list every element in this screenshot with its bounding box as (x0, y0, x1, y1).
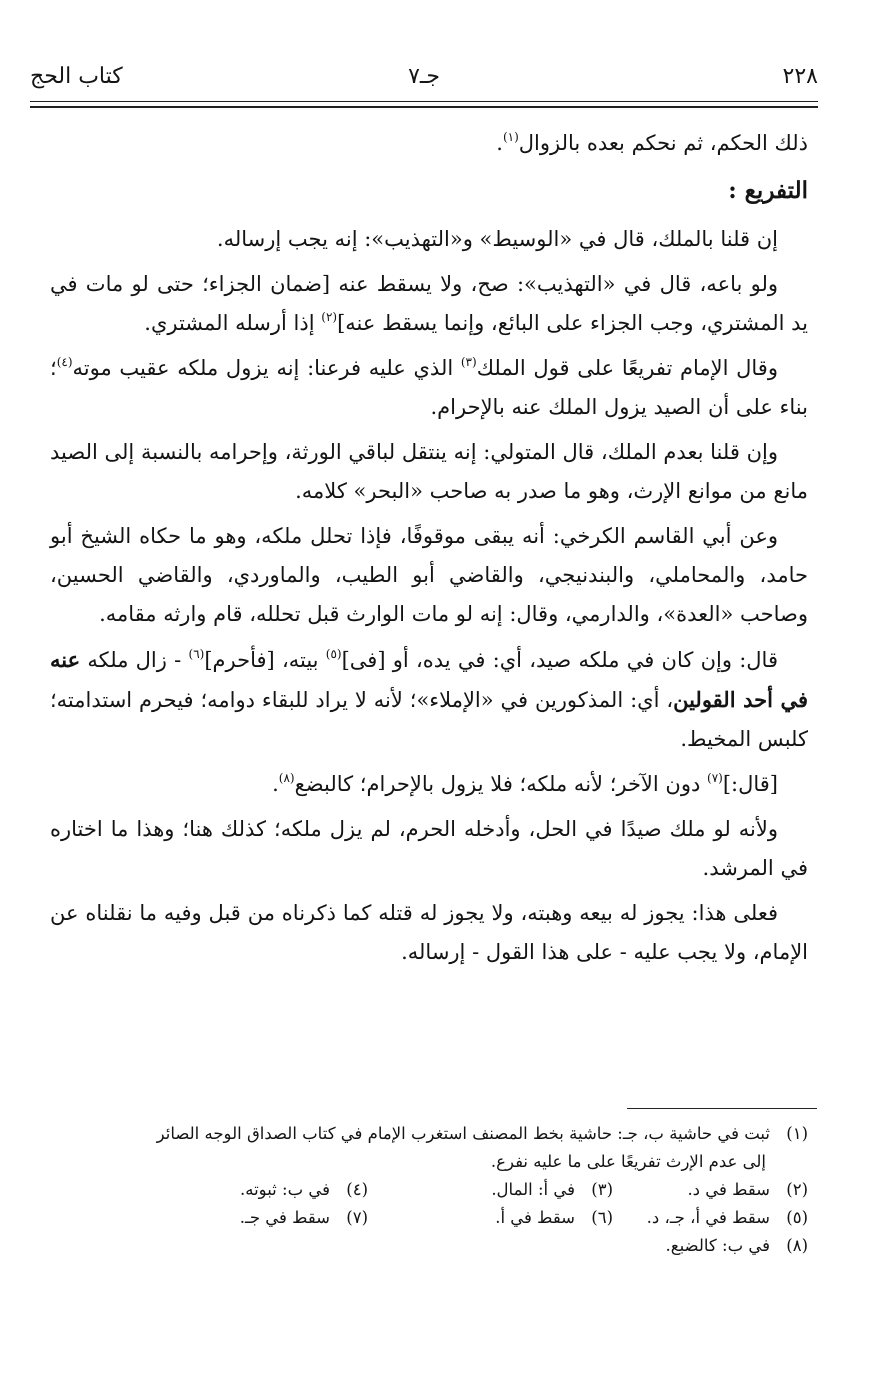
main-text (50, 124, 808, 978)
paragraph-3: ولو باعه، قال في «التهذيب»: صح، ولا يسقط عنه [ضمان الجزاء؛ حتى لو مات في يد المشتري، وجب الجزاء على البائع، وإنما يسقط عنه]$^{(٢)}$ إذا أرسله المشتري. (50, 272, 808, 335)
footnote-row-4 (60, 1232, 808, 1260)
paragraph-9: ولأنه لو ملك صيدًا في الحل، وأدخله الحرم، لم يزل ملكه؛ كذلك هنا؛ وهذا ما اختاره في المرشد. (50, 817, 808, 880)
footnote-6: (٦)سقط في أ. (495, 1208, 613, 1227)
book-title: كتاب الحج (30, 64, 123, 89)
paragraph-7: قال: وإن كان في ملكه صيد، أي: في يده، أو [فى]$^{(٥)}$ بيته، [فأحرم]$^{(٦)}$ - زال ملكه عنه في أحد القولين، أي: المذكورين في «الإملاء»؛ لأنه لا يراد للبقاء دوامه؛ فيحرم استدامته؛ كلبس المخيط. (50, 647, 808, 751)
footnote-7: (٧)سقط في جـ. (239, 1208, 368, 1227)
paragraph-10: فعلى هذا: يجوز له بيعه وهبته، ولا يجوز له قتله كما ذكرناه من قبل وفيه ما نقلناه عن الإمام، ولا يجب عليه - على هذا القول - إرساله. (50, 901, 808, 964)
header-rule-thin (30, 101, 818, 102)
footnote-ref-8: (٨) (278, 771, 295, 785)
paragraph-1: ذلك الحكم، ثم نحكم بعده بالزوال$^{(١)}$. (496, 130, 808, 155)
footnote-5: (٥)سقط في أ، جـ، د. (646, 1208, 808, 1227)
header-rule-thick (30, 106, 818, 108)
paragraph-5: وإن قلنا بعدم الملك، قال المتولي: إنه ينتقل لباقي الورثة، وإحرامه بالنسبة إلى الصيد مانع من موانع الإرث، وهو ما صدر به صاحب «البحر» كلامه. (50, 440, 808, 503)
page-number: ٢٢٨ (782, 64, 818, 89)
footnote-4: (٤)في ب: ثبوته. (239, 1180, 368, 1199)
paragraph-2: إن قلنا بالملك، قال في «الوسيط» و«التهذيب»: إنه يجب إرساله. (216, 227, 778, 251)
footnote-3: (٣)في أ: المال. (491, 1180, 613, 1199)
footnote-row-3 (60, 1204, 808, 1232)
footnote-2: (٢)سقط في د. (687, 1180, 808, 1199)
footnote-separator (627, 1108, 817, 1109)
footnote-ref-3: (٣) (460, 355, 477, 369)
subheading: التفريع : (728, 177, 808, 204)
volume-label: جـ٧ (408, 64, 440, 89)
footnote-8: (٨)في ب: كالضبع. (665, 1236, 808, 1255)
footnote-number: (١) (786, 1124, 808, 1143)
footnote-row-2 (60, 1176, 808, 1204)
footnote-1: (١)ثبت في حاشية ب، جـ: حاشية بخط المصنف استغرب الإمام في كتاب الصداق الوجه الصائر (60, 1120, 808, 1148)
footnotes (60, 1120, 808, 1260)
paragraph-8: [قال:]$^{(٧)}$ دون الآخر؛ لأنه ملكه؛ فلا يزول بالإحرام؛ كالبضع$^{(٨)}$. (272, 771, 778, 796)
paragraph-4: وقال الإمام تفريعًا على قول الملك$^{(٣)}$ الذي عليه فرعنا: إنه يزول ملكه عقيب موته$^{(٤)}$؛ بناء على أن الصيد يزول الملك عنه بالإحرام. (50, 355, 808, 419)
bold-phrase: عنه في أحد القولين (50, 647, 808, 712)
footnote-ref-1: (١) (502, 130, 519, 144)
page-header (30, 60, 818, 100)
footnote-ref-5: (٥) (325, 647, 342, 661)
footnote-ref-6: (٦) (188, 647, 205, 661)
paragraph-6: وعن أبي القاسم الكرخي: أنه يبقى موقوفًا، فإذا تحلل ملكه، وهو ما حكاه الشيخ أبو حامد، والمحاملي، والبندنيجي، والقاضي أبو الطيب، والماوردي، والقاضي الحسين، وصاحب «العدة»، والدارمي، وقال: إنه لو مات الوارث قبل تحلله، قام وارثه مقامه. (50, 524, 808, 626)
footnote-1-continued: إلى عدم الإرث تفريعًا على ما عليه نفرع. (490, 1152, 766, 1171)
footnote-ref-4: (٤) (56, 355, 73, 369)
footnote-ref-7: (٧) (707, 771, 723, 785)
footnote-ref-2: (٢) (321, 310, 338, 324)
